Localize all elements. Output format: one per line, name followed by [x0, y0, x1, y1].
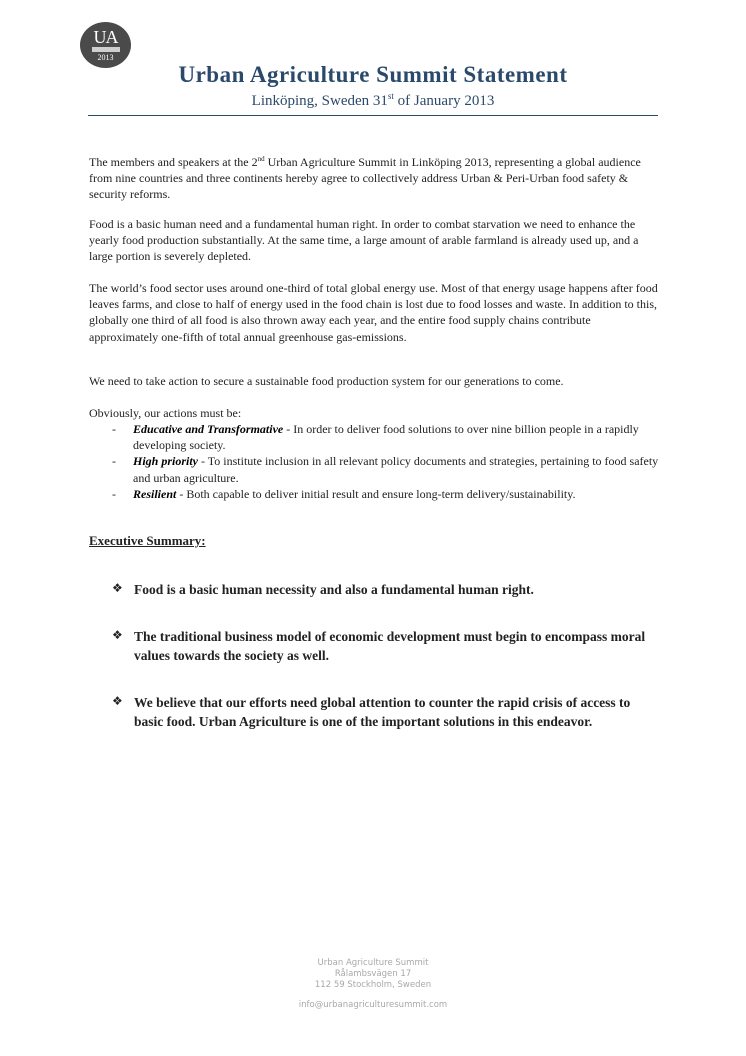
action-description: - In order to deliver food solutions to over nine billion people in a rapidly developing society.: [133, 422, 639, 453]
list-item: [89, 453, 664, 485]
footer-email[interactable]: info@urbanagriculturesummit.com: [298, 1000, 448, 1010]
page-subtitle: [0, 91, 746, 110]
food-rights-paragraph: Food is a basic human need and a fundamental human right. In order to combat starvation we need to enhance the yearly food production substantially. At the same time, a large amount of arable farmland is already used up, and a large portion is severely depleted.: [89, 217, 639, 264]
intro-text-end: Urban Agriculture Summit in Linköping 2013, representing a global audience from nine countries and three continents hereby agree to collectively address Urban & Peri-Urban food safety & security reforms.: [89, 155, 641, 202]
header-divider: [88, 115, 658, 116]
summary-text: The traditional business model of economic development must begin to encompass moral values towards the society as well.: [134, 629, 646, 663]
dash-bullet: -: [112, 486, 116, 501]
summary-text: Food is a basic human necessity and also a fundamental human right.: [134, 582, 534, 597]
page-title: Urban Agriculture Summit Statement: [178, 62, 568, 87]
subtitle-ordinal: st: [387, 91, 394, 101]
subtitle-date: of January 2013: [393, 93, 495, 109]
page-footer: [0, 958, 746, 1011]
intro-paragraph: [89, 151, 661, 203]
diamond-bullet-icon: ❖: [112, 694, 123, 708]
action-description: - Both capable to deliver initial result and ensure long-term delivery/sustainability.: [176, 486, 576, 501]
action-term: High priority: [133, 454, 199, 469]
energy-paragraph: The world’s food sector uses around one-third of total global energy use. Most of that energy usage happens after food leaves farms, and close to half of energy used in the food chain is lost due to food losses and waste. In addition to this, globally one third of all food is also thrown away each year, and the entire food supply chains contribute approximately one-fifth of total annual greenhouse gas-emissions.: [89, 281, 658, 344]
action-paragraph: We need to take action to secure a sustainable food production system for our generations to come.: [89, 374, 564, 388]
dash-bullet: -: [112, 454, 116, 469]
logo-initials: UA: [93, 27, 118, 47]
summary-item: [112, 693, 652, 731]
summary-text: We believe that our efforts need global attention to counter the rapid crisis of access to basic food. Urban Agriculture is one of the important solutions in this endeavor.: [134, 695, 631, 729]
summary-item: [112, 580, 652, 599]
summary-item: [112, 627, 652, 665]
list-item: [89, 421, 664, 453]
action-description: - To institute inclusion in all relevant policy documents and strategies, pertaining to food safety and urban agriculture.: [133, 454, 659, 485]
subtitle-location: Linköping, Sweden 31: [251, 93, 388, 109]
list-item: [89, 486, 664, 502]
action-term: Educative and Transformative: [133, 422, 284, 436]
diamond-bullet-icon: ❖: [112, 628, 123, 642]
actions-list: [89, 421, 664, 502]
executive-summary-heading: Executive Summary:: [89, 533, 206, 548]
diamond-bullet-icon: ❖: [112, 581, 123, 595]
logo-divider: [92, 47, 120, 52]
footer-org: Urban Agriculture Summit: [317, 958, 429, 968]
logo-year: 2013: [97, 53, 114, 62]
footer-city: 112 59 Stockholm, Sweden: [314, 980, 432, 990]
dash-bullet: -: [112, 422, 116, 436]
actions-intro: Obviously, our actions must be:: [89, 406, 242, 420]
footer-street: Rålambsvägen 17: [334, 969, 412, 979]
intro-ordinal: nd: [257, 155, 265, 163]
action-term: Resilient: [133, 486, 177, 501]
intro-text-start: The members and speakers at the 2: [89, 155, 258, 169]
